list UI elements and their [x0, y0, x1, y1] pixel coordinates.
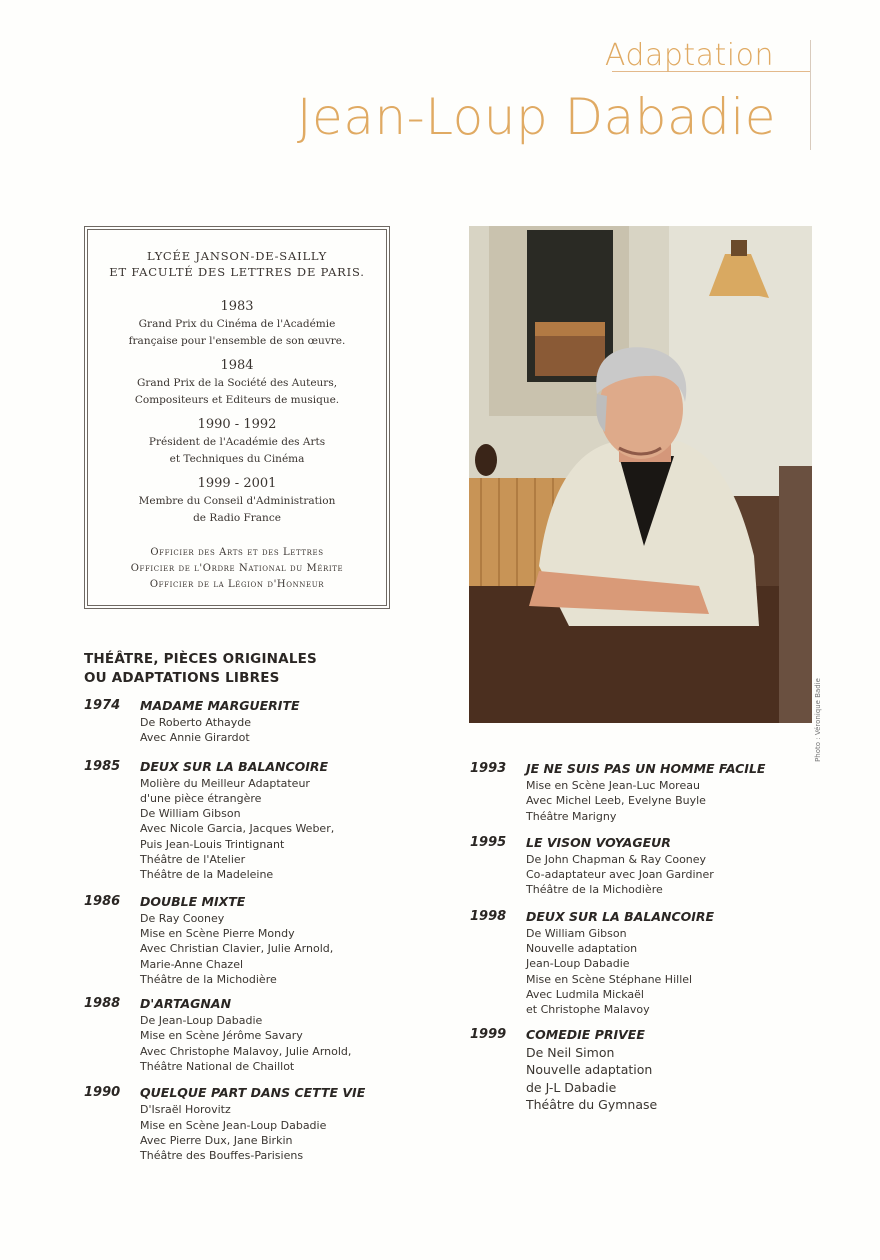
play-details — [526, 834, 810, 898]
section-title — [84, 650, 317, 688]
play-year: 1986 — [84, 893, 121, 909]
bio-text-line: Président de l'Académie des Arts — [148, 436, 326, 448]
play-details — [526, 908, 810, 1018]
play-year: 1999 — [470, 1026, 507, 1042]
play-credit-line: Co-adaptateur avec Joan Gardiner — [526, 868, 714, 882]
bio-text-line: de Radio France — [193, 512, 281, 524]
bio-honors — [94, 545, 380, 593]
honor-line: Officier de l'Ordre National du Mérite — [130, 563, 344, 574]
play-year: 1988 — [84, 996, 121, 1012]
play-credit-line: Avec Ludmila Mickaël — [526, 987, 644, 1001]
play-credit-line: De Jean-Loup Dabadie — [140, 1014, 263, 1028]
play-title: LE VISON VOYAGEUR — [526, 834, 671, 850]
play-title: DEUX SUR LA BALANCOIRE — [526, 908, 715, 924]
play-credit-line: De William Gibson — [140, 807, 241, 821]
play-credit-line: Mise en Scène Jean-Luc Moreau — [526, 779, 700, 792]
play-title: JE NE SUIS PAS UN HOMME FACILE — [526, 761, 766, 776]
bio-text-line: Membre du Conseil d'Administration — [138, 495, 336, 507]
play-details — [140, 697, 454, 746]
bio-text-line: française pour l'ensemble de son œuvre. — [128, 335, 346, 347]
play-credit-line: Mise en Scène Pierre Mondy — [140, 926, 295, 940]
section-title-line: OU ADAPTATIONS LIBRES — [84, 670, 280, 686]
play-entry — [470, 1026, 810, 1114]
plays-column-left — [84, 697, 454, 1164]
portrait-photo — [469, 226, 812, 723]
play-credit-line: Jean-Loup Dabadie — [526, 957, 630, 971]
play-credit-line: d'une pièce étrangère — [140, 791, 262, 805]
play-title: D'ARTAGNAN — [140, 996, 232, 1012]
play-credit-line: Mise en Scène Jérôme Savary — [140, 1029, 303, 1043]
bio-entry — [94, 298, 380, 350]
play-year: 1993 — [470, 761, 507, 776]
play-credit-line: Théâtre de la Michodière — [140, 972, 277, 986]
play-year: 1974 — [84, 698, 121, 713]
bio-education-line: ET FACULTÉ DES LETTRES DE PARIS. — [109, 265, 365, 279]
play-entry — [84, 995, 454, 1074]
honor-line: Officier des Arts et des Lettres — [150, 547, 324, 558]
play-year: 1990 — [84, 1085, 121, 1101]
honor-line: Officier de la Légion d'Honneur — [149, 579, 325, 590]
play-credit-line: Avec Annie Girardot — [140, 731, 250, 745]
play-credit-line: Nouvelle adaptation — [526, 942, 638, 956]
bio-text-line: Compositeurs et Editeurs de musique. — [134, 394, 340, 406]
play-credit-line: De Ray Cooney — [140, 911, 225, 925]
play-title: COMEDIE PRIVEE — [526, 1026, 645, 1042]
play-credit-line: De William Gibson — [526, 926, 627, 940]
play-title: DEUX SUR LA BALANCOIRE — [140, 758, 329, 774]
play-credit-line: Molière du Meilleur Adaptateur — [140, 776, 310, 790]
bio-year: 1999 - 2001 — [197, 476, 277, 491]
page-title: Jean-Loup Dabadie — [296, 88, 776, 146]
bio-education-line: LYCÉE JANSON-DE-SAILLY — [147, 249, 327, 263]
play-entry — [470, 908, 810, 1018]
play-title: DOUBLE MIXTE — [140, 893, 246, 909]
play-credit-line: Marie-Anne Chazel — [140, 957, 244, 971]
play-year: 1995 — [470, 834, 507, 850]
play-credit-line: Théâtre Marigny — [526, 809, 617, 823]
section-kicker: Adaptation — [604, 38, 774, 73]
play-year: 1998 — [470, 908, 507, 924]
play-credit-line: Avec Nicole Garcia, Jacques Weber, — [140, 822, 335, 836]
play-entry — [84, 893, 454, 987]
bio-text-line: et Techniques du Cinéma — [169, 453, 305, 465]
header-vertical-rule — [810, 40, 811, 150]
play-credit-line: Mise en Scène Stéphane Hillel — [526, 972, 693, 986]
play-credit-line: Théâtre National de Chaillot — [140, 1060, 295, 1074]
play-credit-line: Avec Pierre Dux, Jane Birkin — [140, 1133, 293, 1147]
play-credit-line: Théâtre du Gymnase — [526, 1097, 658, 1113]
bio-education — [94, 248, 380, 280]
play-title: QUELQUE PART DANS CETTE VIE — [140, 1085, 366, 1101]
bio-year: 1990 - 1992 — [197, 417, 277, 432]
play-credit-line: De Roberto Athayde — [140, 716, 252, 729]
play-details — [526, 1026, 810, 1114]
play-title: MADAME MARGUERITE — [140, 698, 300, 713]
bio-awards — [94, 298, 380, 527]
play-entry — [470, 760, 810, 824]
play-entry — [84, 697, 454, 746]
play-credit-line: Théâtre des Bouffes-Parisiens — [140, 1149, 304, 1163]
biography-box — [84, 226, 390, 609]
play-entry — [84, 758, 454, 883]
play-credit-line: De Neil Simon — [526, 1044, 615, 1060]
play-credit-line: D'Israël Horovitz — [140, 1103, 231, 1117]
play-details — [140, 1084, 454, 1163]
play-credit-line: Mise en Scène Jean-Loup Dabadie — [140, 1118, 327, 1132]
bio-entry — [94, 475, 380, 527]
bio-text-line: Grand Prix du Cinéma de l'Académie — [138, 318, 336, 330]
play-credit-line: Avec Christophe Malavoy, Julie Arnold, — [140, 1044, 352, 1058]
play-credit-line: De John Chapman & Ray Cooney — [526, 852, 707, 866]
play-credit-line: Puis Jean-Louis Trintignant — [140, 837, 285, 851]
play-credit-line: Nouvelle adaptation — [526, 1062, 653, 1078]
bio-year: 1983 — [220, 299, 254, 314]
play-credit-line: Théâtre de la Madeleine — [140, 868, 274, 882]
play-entry — [470, 834, 810, 898]
bio-year: 1984 — [220, 358, 254, 373]
play-credit-line: et Christophe Malavoy — [526, 1003, 650, 1017]
play-entry — [84, 1084, 454, 1163]
play-credit-line: Théâtre de la Michodière — [526, 883, 663, 897]
play-credit-line: de J-L Dabadie — [526, 1079, 617, 1095]
play-details — [526, 760, 810, 824]
play-year: 1985 — [84, 758, 121, 774]
portrait-illustration — [469, 226, 812, 723]
play-credit-line: Théâtre de l'Atelier — [140, 853, 246, 867]
play-details — [140, 893, 454, 987]
play-details — [140, 758, 454, 883]
plays-column-right — [470, 760, 810, 1114]
play-details — [140, 995, 454, 1074]
bio-entry — [94, 357, 380, 409]
bio-text-line: Grand Prix de la Société des Auteurs, — [136, 377, 338, 389]
play-credit-line: Avec Christian Clavier, Julie Arnold, — [140, 942, 334, 956]
bio-entry — [94, 416, 380, 468]
section-title-line: THÉÂTRE, PIÈCES ORIGINALES — [84, 651, 317, 667]
play-credit-line: Avec Michel Leeb, Evelyne Buyle — [526, 794, 706, 808]
photo-credit: Photo : Véronique Badie — [814, 678, 822, 762]
